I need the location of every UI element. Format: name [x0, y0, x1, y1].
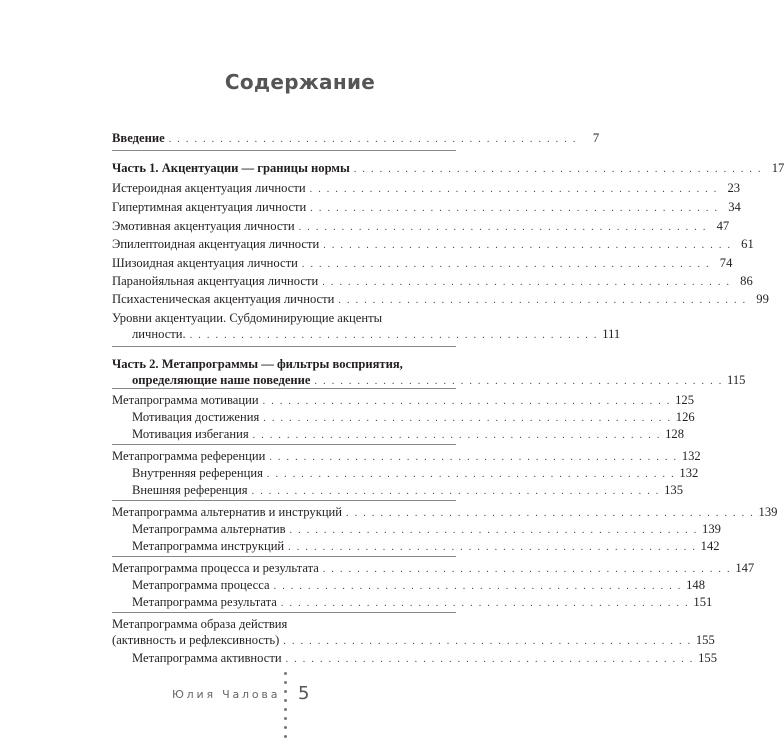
toc-page-number: 23	[727, 181, 741, 195]
toc-entry-intro[interactable]: Введение . . . . . . . . . . . . . . . . . . . . . . . . . . . . . . . . . . . . . . . . . . . . . . . . 7	[112, 131, 600, 145]
page-number: 5	[298, 683, 310, 704]
section-divider	[112, 444, 456, 445]
toc-subentry[interactable]: Внутренняя референция . . . . . . . . . . . . . . . . . . . . . . . . . . . . . . . . . . . . . . . . . . . . . . . . 132	[132, 466, 699, 480]
toc-page-number: 86	[740, 274, 753, 288]
toc-page-number: 125	[675, 393, 695, 407]
section-divider	[112, 500, 456, 501]
toc-page-number: 155	[695, 633, 715, 647]
toc-page-number: 74	[719, 256, 733, 270]
toc-page-number: 126	[675, 410, 695, 424]
toc-entry[interactable]: Истероидная акцентуация личности . . . . . . . . . . . . . . . . . . . . . . . . . . . . . . . . . . . . . . . . . . . . . . . . 23	[112, 181, 741, 195]
page-title: Содержание	[224, 70, 376, 94]
toc-page-number: 155	[698, 651, 717, 665]
toc-page-number: 132	[681, 449, 701, 463]
toc-entry-title-cont: определяющие наше поведение	[132, 373, 311, 387]
toc-entry-title: Эмотивная акцентуация личности	[112, 219, 295, 233]
toc-entry-title: Метапрограмма образа действия	[112, 617, 288, 631]
toc-entry-title-cont: личности.	[132, 327, 186, 341]
toc-entry-title: Введение	[112, 131, 165, 145]
toc-page-number: 147	[735, 561, 755, 575]
toc-entry-title: Мотивация достижения	[132, 410, 260, 424]
section-divider	[112, 346, 456, 347]
toc-subentry[interactable]: Внешняя референция . . . . . . . . . . . . . . . . . . . . . . . . . . . . . . . . . . . . . . . . . . . . . . . . 135	[132, 483, 683, 497]
toc-page-number: 17	[771, 161, 784, 175]
toc-entry[interactable]: Метапрограмма альтернатив и инструкций . . . . . . . . . . . . . . . . . . . . . . . . . . . . . . . . . . . . . . . . . . . . . . . . 139	[112, 505, 778, 519]
toc-entry[interactable]: Метапрограмма процесса и результата . . . . . . . . . . . . . . . . . . . . . . . . . . . . . . . . . . . . . . . . . . . . . . . . 147	[112, 561, 755, 575]
toc-page-number: 47	[716, 219, 730, 233]
toc-subentry[interactable]: Мотивация достижения . . . . . . . . . . . . . . . . . . . . . . . . . . . . . . . . . . . . . . . . . . . . . . . . 126	[132, 410, 695, 424]
toc-page-number: 148	[686, 578, 705, 592]
toc-page-number: 151	[693, 595, 713, 609]
section-divider	[112, 150, 456, 151]
toc-entry[interactable]: Метапрограмма референции . . . . . . . . . . . . . . . . . . . . . . . . . . . . . . . . . . . . . . . . . . . . . . . . 132	[112, 449, 701, 463]
toc-page-number: 7	[592, 131, 600, 145]
toc-page-number: 139	[702, 522, 721, 536]
toc-page-number: 99	[756, 292, 769, 306]
toc-entry-title: Метапрограмма альтернатив и инструкций	[112, 505, 343, 519]
toc-entry-title: Метапрограмма мотивации	[112, 393, 259, 407]
toc-entry[interactable]: Эмотивная акцентуация личности . . . . . . . . . . . . . . . . . . . . . . . . . . . . . . . . . . . . . . . . . . . . . . . . 47	[112, 219, 730, 233]
toc-entry-part1[interactable]: Часть 1. Акцентуации — границы нормы . . . . . . . . . . . . . . . . . . . . . . . . . . . . . . . . . . . . . . . . . . . . . . . . 17	[112, 161, 784, 175]
toc-entry-title: Гипертимная акцентуация личности	[112, 200, 307, 214]
toc-entry[interactable]: Метапрограмма мотивации . . . . . . . . . . . . . . . . . . . . . . . . . . . . . . . . . . . . . . . . . . . . . . . . 125	[112, 393, 695, 407]
toc-entry-title: Часть 2. Метапрограммы — фильтры восприятия,	[112, 357, 403, 371]
toc-entry-title: Метапрограмма процесса и результата	[112, 561, 319, 575]
toc-page-number: 139	[758, 505, 778, 519]
toc-subentry[interactable]: Метапрограмма альтернатив . . . . . . . . . . . . . . . . . . . . . . . . . . . . . . . . . . . . . . . . . . . . . . . . 139	[132, 522, 721, 536]
toc-page-number: 61	[741, 237, 754, 251]
toc-entry[interactable]: Паранойяльная акцентуация личности . . . . . . . . . . . . . . . . . . . . . . . . . . . . . . . . . . . . . . . . . . . . . . . . 86	[112, 274, 753, 288]
toc-page-number: 34	[728, 200, 741, 214]
toc-entry[interactable]: Психастеническая акцентуация личности . . . . . . . . . . . . . . . . . . . . . . . . . . . . . . . . . . . . . . . . . . . . . . . . 99	[112, 292, 769, 306]
toc-entry-title: Психастеническая акцентуация личности	[112, 292, 335, 306]
toc-entry-title: Метапрограмма инструкций	[132, 539, 285, 553]
toc-entry-multiline[interactable]: Метапрограмма образа действия (активность и рефлексивность) . . . . . . . . . . . . . . . . . . . . . . . . . . . . . . . . . . . . . . . . . . . . . . . . 155	[112, 617, 715, 647]
footer-author: Юлия Чалова	[172, 688, 281, 701]
toc-entry[interactable]: Шизоидная акцентуация личности . . . . . . . . . . . . . . . . . . . . . . . . . . . . . . . . . . . . . . . . . . . . . . . . 74	[112, 256, 733, 270]
toc-entry-title: Метапрограмма референции	[112, 449, 266, 463]
toc-page-number: 132	[679, 466, 699, 480]
toc-entry[interactable]: Гипертимная акцентуация личности . . . . . . . . . . . . . . . . . . . . . . . . . . . . . . . . . . . . . . . . . . . . . . . . 34	[112, 200, 741, 214]
toc-entry-title: Часть 1. Акцентуации — границы нормы	[112, 161, 350, 175]
toc-entry-title: Внутренняя референция	[132, 466, 263, 480]
toc-entry[interactable]: Эпилептоидная акцентуация личности . . . . . . . . . . . . . . . . . . . . . . . . . . . . . . . . . . . . . . . . . . . . . . . . 61	[112, 237, 754, 251]
toc-page-number: 115	[727, 373, 746, 387]
toc-entry-title-cont: (активность и рефлексивность)	[112, 633, 280, 647]
toc-page-number: 128	[665, 427, 685, 441]
toc-subentry[interactable]: Метапрограмма результата . . . . . . . . . . . . . . . . . . . . . . . . . . . . . . . . . . . . . . . . . . . . . . . . 151	[132, 595, 713, 609]
toc-page-number: 111	[602, 327, 621, 341]
toc-subentry[interactable]: Метапрограмма активности . . . . . . . . . . . . . . . . . . . . . . . . . . . . . . . . . . . . . . . . . . . . . . . . 155	[132, 651, 717, 665]
section-divider	[112, 556, 456, 557]
toc-entry-title: Метапрограмма результата	[132, 595, 277, 609]
toc-entry-title: Истероидная акцентуация личности	[112, 181, 306, 195]
toc-entry-title: Паранойяльная акцентуация личности	[112, 274, 319, 288]
toc-subentry[interactable]: Мотивация избегания . . . . . . . . . . . . . . . . . . . . . . . . . . . . . . . . . . . . . . . . . . . . . . . . 128	[132, 427, 685, 441]
toc-entry-title: Эпилептоидная акцентуация личности	[112, 237, 320, 251]
toc-entry-title: Метапрограмма процесса	[132, 578, 270, 592]
footer-dot-divider	[283, 672, 289, 750]
toc-entry-title: Мотивация избегания	[132, 427, 249, 441]
toc-entry-title: Внешняя референция	[132, 483, 248, 497]
toc-subentry[interactable]: Метапрограмма процесса . . . . . . . . . . . . . . . . . . . . . . . . . . . . . . . . . . . . . . . . . . . . . . . . 148	[132, 578, 705, 592]
toc-entry-title: Шизоидная акцентуация личности	[112, 256, 298, 270]
toc-page-number: 135	[664, 483, 683, 497]
toc-entry-multiline[interactable]: Уровни акцентуации. Субдоминирующие акценты личности. . . . . . . . . . . . . . . . . . . . . . . . . . . . . . . . . . . . . . . . . . . . . . . . . 111	[112, 311, 621, 341]
toc-entry-title: Метапрограмма альтернатив	[132, 522, 286, 536]
section-divider	[112, 388, 456, 389]
section-divider	[112, 612, 456, 613]
toc-entry-title: Метапрограмма активности	[132, 651, 282, 665]
toc-subentry[interactable]: Метапрограмма инструкций . . . . . . . . . . . . . . . . . . . . . . . . . . . . . . . . . . . . . . . . . . . . . . . . 142	[132, 539, 720, 553]
toc-entry-part2[interactable]: Часть 2. Метапрограммы — фильтры восприятия, определяющие наше поведение . . . . . . . . . . . . . . . . . . . . . . . . . . . . . . . . . . . . . . . . . . . . . . . . 115	[112, 357, 746, 387]
toc-entry-title: Уровни акцентуации. Субдоминирующие акценты	[112, 311, 383, 325]
toc-page-number: 142	[700, 539, 720, 553]
